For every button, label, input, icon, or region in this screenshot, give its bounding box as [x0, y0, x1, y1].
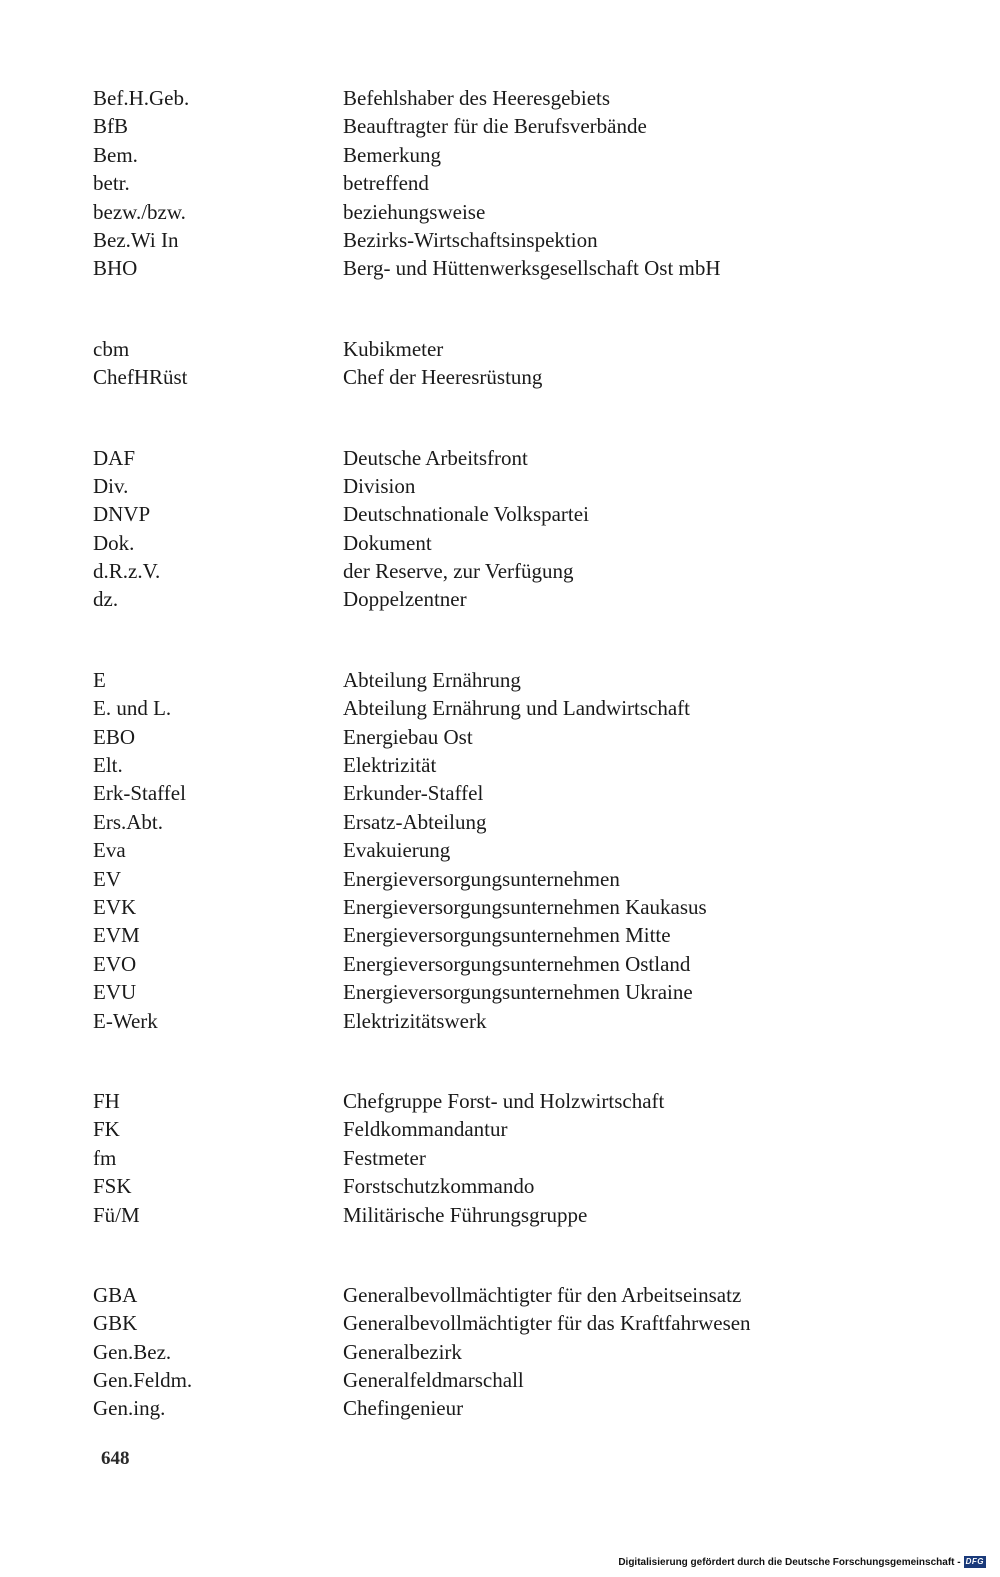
abbreviation-entry: [93, 1172, 953, 1200]
abbreviation-entry: [93, 84, 953, 112]
abbreviation-entry: [93, 694, 953, 722]
abbreviation-meaning: Dokument: [343, 530, 432, 555]
abbreviation: E-Werk: [93, 1008, 158, 1033]
abbreviation-entry: [93, 751, 953, 779]
abbreviation-meaning: Elektrizität: [343, 753, 437, 778]
abbreviation-meaning: Energieversorgungsunternehmen Mitte: [343, 923, 671, 948]
abbreviation: Gen.Feldm.: [93, 1368, 193, 1393]
abbreviation: d.R.z.V.: [93, 559, 161, 584]
abbreviation-entry: [93, 1281, 953, 1309]
abbreviation-meaning: Abteilung Ernährung: [343, 667, 521, 692]
abbreviation-meaning: beziehungsweise: [343, 199, 486, 224]
dfg-logo: DFG: [965, 1557, 984, 1566]
abbreviation: Bez.Wi In: [93, 227, 179, 252]
abbreviation-entry: [93, 444, 953, 472]
abbreviation-entry: [93, 1087, 953, 1115]
abbreviation: GBK: [93, 1311, 138, 1336]
abbreviation-entry: [93, 557, 953, 585]
abbreviation-entry: [93, 335, 953, 363]
abbreviation-meaning: Energieversorgungsunternehmen Ukraine: [343, 980, 693, 1005]
abbreviation-entry: [93, 169, 953, 197]
abbreviation-entry: [93, 226, 953, 254]
abbreviation: Ers.Abt.: [93, 809, 163, 834]
abbreviation-entry: [93, 950, 953, 978]
abbreviation: betr.: [93, 171, 130, 196]
page-number: 648: [101, 1448, 130, 1469]
abbreviation-entry: [93, 666, 953, 694]
abbreviation-group: [93, 335, 953, 392]
abbreviation-group: [93, 1087, 953, 1229]
abbreviation-meaning: Energieversorgungsunternehmen Kaukasus: [343, 894, 707, 919]
abbreviation: Dok.: [93, 530, 135, 555]
abbreviation-meaning: Militärische Führungsgruppe: [343, 1202, 588, 1227]
abbreviation: Div.: [93, 473, 129, 498]
abbreviation-entry: [93, 141, 953, 169]
abbreviation: DNVP: [93, 502, 151, 527]
footer-credit: [618, 1555, 986, 1569]
abbreviation: EBO: [93, 724, 135, 749]
abbreviation: BHO: [93, 256, 138, 281]
abbreviation-entry: [93, 1338, 953, 1366]
abbreviation: E. und L.: [93, 696, 172, 721]
abbreviation-meaning: Erkunder-Staffel: [343, 781, 484, 806]
abbreviation-meaning: Chefingenieur: [343, 1396, 464, 1421]
abbreviation-entry: [93, 363, 953, 391]
abbreviation: EVK: [93, 894, 137, 919]
abbreviation-entry: [93, 808, 953, 836]
abbreviation: dz.: [93, 587, 119, 612]
abbreviation-meaning: Generalfeldmarschall: [343, 1368, 524, 1393]
abbreviation-meaning: Energieversorgungsunternehmen Ostland: [343, 951, 691, 976]
abbreviation-meaning: betreffend: [343, 171, 429, 196]
abbreviation: ChefHRüst: [93, 365, 188, 390]
abbreviation: fm: [93, 1145, 117, 1170]
abbreviation-meaning: Bezirks-Wirtschaftsinspektion: [343, 227, 598, 252]
abbreviation: Gen.Bez.: [93, 1339, 172, 1364]
abbreviation: FK: [93, 1117, 120, 1142]
abbreviation: EVU: [93, 980, 137, 1005]
abbreviation: GBA: [93, 1282, 138, 1307]
abbreviation: Erk-Staffel: [93, 781, 186, 806]
footer-text: Digitalisierung gefördert durch die Deutsche Forschungsgemeinschaft -: [618, 1556, 961, 1568]
abbreviation-meaning: Festmeter: [343, 1145, 426, 1170]
abbreviation-meaning: der Reserve, zur Verfügung: [343, 559, 574, 584]
abbreviation: bezw./bzw.: [93, 199, 186, 224]
abbreviation: EV: [93, 866, 121, 891]
abbreviation-meaning: Generalbevollmächtigter für den Arbeitseinsatz: [343, 1282, 742, 1307]
abbreviation-group: [93, 1281, 953, 1423]
abbreviation: Gen.ing.: [93, 1396, 166, 1421]
abbreviation-meaning: Energiebau Ost: [343, 724, 473, 749]
abbreviation-meaning: Bemerkung: [343, 142, 441, 167]
abbreviation-entry: [93, 893, 953, 921]
abbreviation-meaning: Beauftragter für die Berufsverbände: [343, 114, 647, 139]
abbreviation-entry: [93, 585, 953, 613]
abbreviation-entry: [93, 1366, 953, 1394]
abbreviation-meaning: Berg- und Hüttenwerksgesellschaft Ost mbH: [343, 256, 721, 281]
abbreviation-entry: [93, 1309, 953, 1337]
abbreviation-entry: [93, 1144, 953, 1172]
abbreviation: DAF: [93, 445, 136, 470]
abbreviation-meaning: Doppelzentner: [343, 587, 467, 612]
abbreviation-meaning: Division: [343, 473, 416, 498]
abbreviation: EVO: [93, 951, 137, 976]
abbreviation-group: [93, 444, 953, 614]
abbreviation-entry: [93, 254, 953, 282]
abbreviation-meaning: Elektrizitätswerk: [343, 1008, 487, 1033]
abbreviation-entry: [93, 865, 953, 893]
abbreviation: cbm: [93, 336, 130, 361]
abbreviation: Bem.: [93, 142, 138, 167]
abbreviation: E: [93, 667, 106, 692]
abbreviation-meaning: Feldkommandantur: [343, 1117, 508, 1142]
abbreviation-meaning: Abteilung Ernährung und Landwirtschaft: [343, 696, 690, 721]
abbreviation-entry: [93, 836, 953, 864]
abbreviation: EVM: [93, 923, 140, 948]
abbreviation-entry: [93, 112, 953, 140]
abbreviation: FSK: [93, 1174, 132, 1199]
abbreviation: FH: [93, 1088, 120, 1113]
abbreviation-meaning: Generalbezirk: [343, 1339, 462, 1364]
abbreviation-meaning: Kubikmeter: [343, 336, 444, 361]
abbreviation-meaning: Ersatz-Abteilung: [343, 809, 487, 834]
abbreviation-meaning: Chefgruppe Forst- und Holzwirtschaft: [343, 1088, 665, 1113]
abbreviation-entry: [93, 1394, 953, 1422]
abbreviation-group: [93, 84, 953, 283]
abbreviation-entry: [93, 500, 953, 528]
abbreviation-meaning: Deutsche Arbeitsfront: [343, 445, 528, 470]
abbreviation-group: [93, 666, 953, 1035]
abbreviation-list: [93, 84, 953, 1423]
abbreviation-meaning: Evakuierung: [343, 838, 451, 863]
abbreviation-entry: [93, 198, 953, 226]
abbreviation-meaning: Forstschutzkommando: [343, 1174, 535, 1199]
abbreviation-entry: [93, 779, 953, 807]
abbreviation-entry: [93, 978, 953, 1006]
abbreviation-meaning: Generalbevollmächtigter für das Kraftfahrwesen: [343, 1311, 751, 1336]
abbreviation: Elt.: [93, 753, 123, 778]
abbreviation: Bef.H.Geb.: [93, 86, 190, 110]
abbreviation-entry: [93, 921, 953, 949]
abbreviation-meaning: Chef der Heeresrüstung: [343, 365, 543, 390]
abbreviation-entry: [93, 1115, 953, 1143]
abbreviation-entry: [93, 1201, 953, 1229]
abbreviation-entry: [93, 472, 953, 500]
abbreviation-entry: [93, 1007, 953, 1035]
abbreviation-meaning: Energieversorgungsunternehmen: [343, 866, 620, 891]
abbreviation-entry: [93, 529, 953, 557]
abbreviation: Eva: [93, 838, 126, 863]
abbreviation-meaning: Deutschnationale Volkspartei: [343, 502, 589, 527]
abbreviation: Fü/M: [93, 1202, 140, 1227]
abbreviation-meaning: Befehlshaber des Heeresgebiets: [343, 86, 611, 110]
abbreviation: BfB: [93, 114, 129, 139]
abbreviation-entry: [93, 723, 953, 751]
